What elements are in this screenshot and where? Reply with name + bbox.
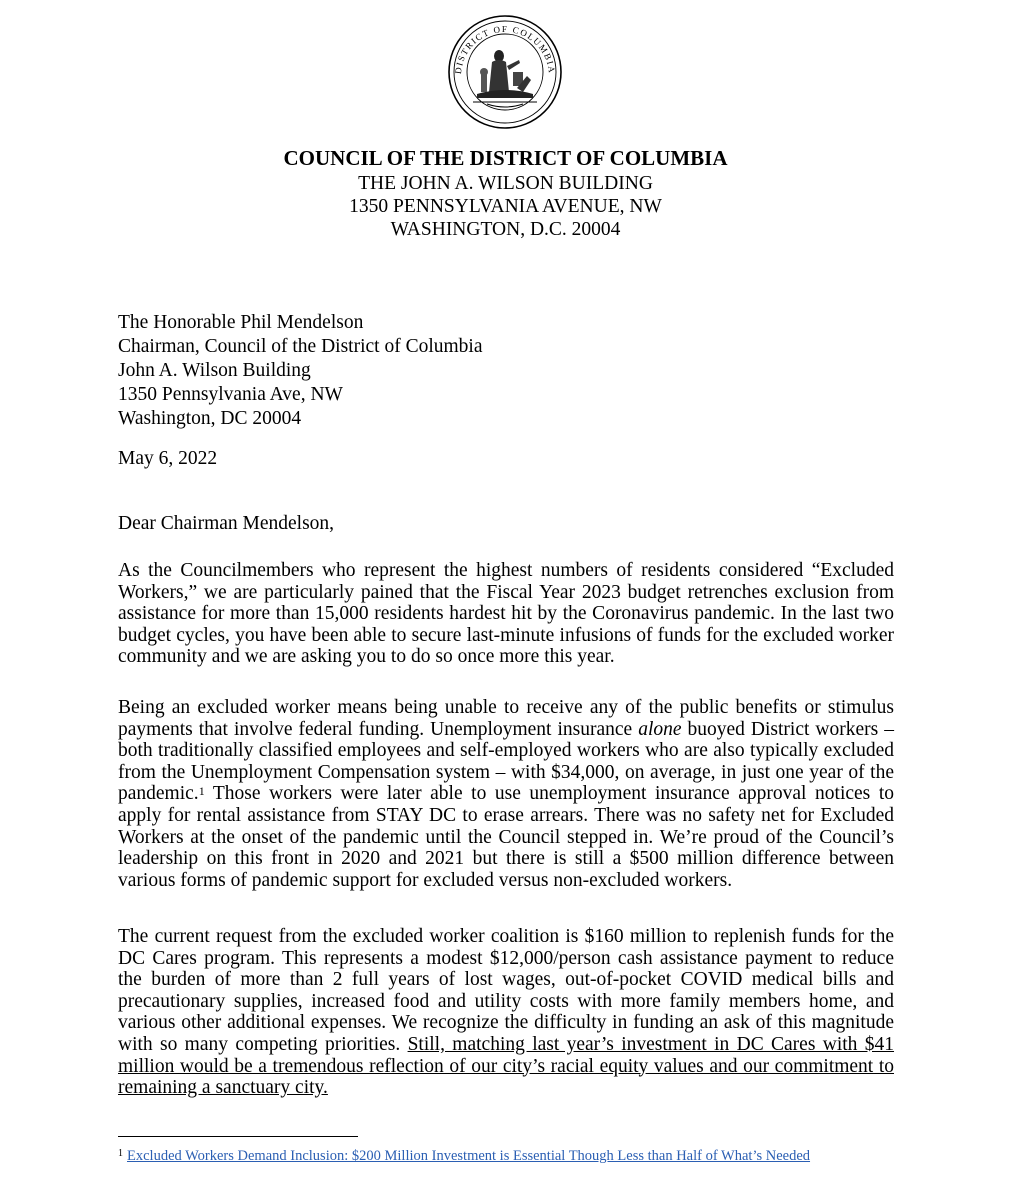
paragraph-line: Workers,” we are particularly pained that the Fiscal Year 2023 budget retrenches exclusion from [118,581,894,603]
paragraph-line: precautionary supplies, increased food and utility costs with more family members home, and [118,990,894,1012]
recipient-title: Chairman, Council of the District of Columbia [118,336,483,357]
paragraph-line: The current request from the excluded worker coalition is $160 million to replenish funds for the [118,926,894,947]
underlined-text: remaining a sanctuary city. [118,1077,328,1099]
footnote-reference[interactable]: 1 [198,784,205,799]
salutation: Dear Chairman Mendelson, [118,513,335,534]
paragraph-text: with so many competing priorities. [118,1033,408,1055]
paragraph-line: budget cycles, you have been able to secure last-minute infusions of funds for the excluded worker [118,624,894,646]
paragraph-line: leadership on this front in 2020 and 2021 but there is still a $500 million difference between [118,848,894,870]
paragraph-line [118,783,894,805]
recipient-address [118,311,482,431]
body-paragraph-1 [118,560,894,668]
paragraph-line: various forms of pandemic support for excluded versus non-excluded workers. [118,869,733,891]
emphasis-text: alone [638,718,682,740]
letter-date: May 6, 2022 [118,448,218,469]
recipient-building: John A. Wilson Building [118,360,311,381]
letterhead-building: THE JOHN A. WILSON BUILDING [358,173,653,194]
recipient-city: Washington, DC 20004 [118,408,302,429]
underlined-line: million would be a tremendous reflection of our city’s racial equity values and our commitment to [118,1055,894,1077]
svg-text:DISTRICT OF COLUMBIA: DISTRICT OF COLUMBIA [452,23,558,75]
footnote-number: 1 [118,1148,123,1159]
paragraph-line: assistance for more than 15,000 residents hardest hit by the Coronavirus pandemic. In the last two [118,603,894,625]
paragraph-line: As the Councilmembers who represent the highest numbers of residents considered “Excluded [118,560,894,581]
footnote-divider [118,1136,358,1137]
letterhead-title: COUNCIL OF THE DISTRICT OF COLUMBIA [283,146,728,170]
body-paragraph-2 [118,697,894,891]
paragraph-line: community and we are asking you to do so once more this year. [118,646,615,668]
footnote [118,1148,810,1165]
paragraph-text: pandemic. [118,783,199,805]
paragraph-line: Being an excluded worker means being unable to receive any of the public benefits or stimulus [118,697,894,718]
paragraph-line: Workers at the onset of the pandemic until the Council stepped in. We’re proud of the Council’s [118,826,894,848]
paragraph-text: Those workers were later able to use unemployment insurance approval notices to [204,783,894,805]
body-paragraph-3 [118,926,894,1099]
paragraph-line: apply for rental assistance from STAY DC to erase arrears. There was no safety net for Excluded [118,804,894,826]
underlined-text: Still, matching last year’s investment in DC Cares with $41 [407,1033,895,1055]
paragraph-line: both traditionally classified employees and self-employed workers who are also typically excluded [118,740,894,762]
paragraph-line [118,1034,894,1056]
letterhead-street: 1350 PENNSYLVANIA AVENUE, NW [349,196,662,217]
paragraph-line: the burden of more than 2 full years of lost wages, out-of-pocket COVID medical bills and [118,969,894,991]
paragraph-line [118,719,894,741]
paragraph-text: payments that involve federal funding. Unemployment insurance [118,718,639,740]
paragraph-line: from the Unemployment Compensation system – with $34,000, on average, in just one year of the [118,761,894,783]
paragraph-line: various other additional expenses. We recognize the difficulty in funding an ask of this magnitude [118,1012,894,1034]
recipient-street: 1350 Pennsylvania Ave, NW [118,384,343,405]
footnote-link[interactable]: Excluded Workers Demand Inclusion: $200 Million Investment is Essential Though Less than Half of What’s Needed [127,1148,811,1164]
paragraph-text: buoyed District workers – [681,718,894,740]
paragraph-line: DC Cares program. This represents a modest $12,000/person cash assistance payment to reduce [118,947,894,969]
recipient-name: The Honorable Phil Mendelson [118,312,364,333]
letterhead-city: WASHINGTON, D.C. 20004 [390,219,621,240]
underlined-line [118,1077,894,1099]
district-seal-icon [447,14,563,130]
